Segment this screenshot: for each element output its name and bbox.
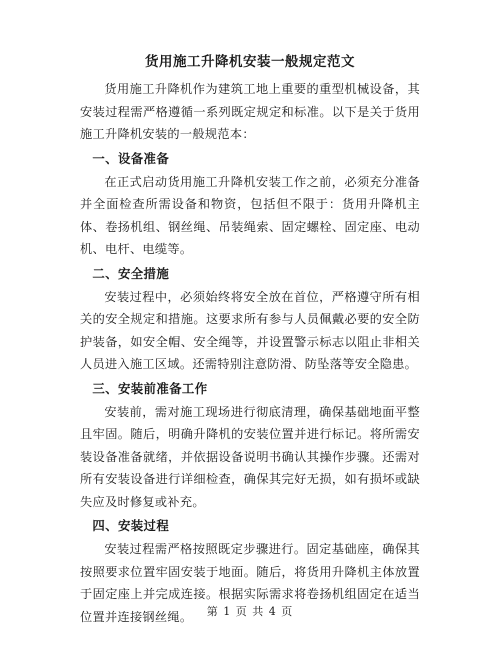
section-body-safety: 安装过程中，必须始终将安全放在首位，严格遵守所有相关的安全规定和措施。这要求所有参与人员佩戴必要的安全防护装备，如安全帽、安全绳等，并设置警示标志以阻止非相关人员进入施工区域。还需特别注意防滑、防坠落等安全隐患。 (80, 289, 420, 371)
section-body-preparation: 安装前，需对施工现场进行彻底清理，确保基础地面平整且牢固。随后，明确升降机的安装位置并进行标记。将所需安装设备准备就绪，并依据设备说明书确认其操作步骤。还需对所有安装设备进行详细检查，确保其完好无损，如有损坏或缺失应及时修复或补充。 (80, 404, 420, 509)
section-heading-installation: 四、安装过程 (92, 518, 170, 533)
page-number-footer: 第 1 页 共 4 页 (206, 605, 294, 618)
section-heading-equipment: 一、设备准备 (92, 150, 170, 166)
section-body-equipment: 在正式启动货用施工升降机安装工作之前，必须充分准备并全面检查所需设备和物资，包括但不限于：货用升降机主体、卷扬机组、钢丝绳、吊装绳索、固定螺栓、固定座、电动机、电杆、电缆等。 (80, 174, 420, 256)
section-heading-safety: 二、安全措施 (92, 265, 170, 281)
section-body-installation: 安装过程需严格按照既定步骤进行。固定基础座，确保其按照要求位置牢固安装于地面。随后，将货用升降机主体放置于固定座上并完成连接。根据实际需求将卷扬机组固定在适当位置并连接钢丝绳。 (80, 542, 420, 624)
intro-paragraph: 货用施工升降机作为建筑工地上重要的重型机械设备，其安装过程需严格遵循一系列既定规定和标准。以下是关于货用施工升降机安装的一般规范本： (80, 82, 420, 141)
document-title: 货用施工升降机安装一般规定范文 (145, 54, 355, 70)
section-heading-preparation: 三、安装前准备工作 (92, 380, 208, 396)
